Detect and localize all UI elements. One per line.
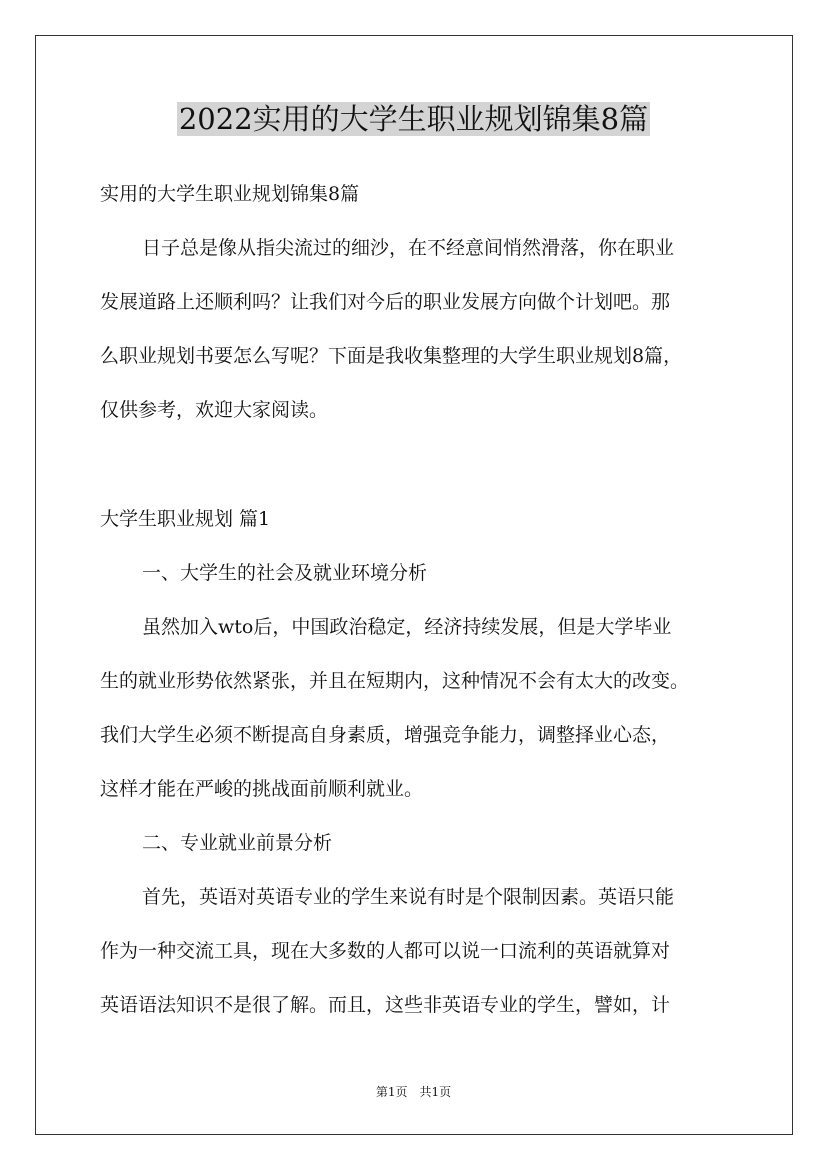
document-subtitle: 实用的大学生职业规划锦集8篇 [100, 183, 360, 205]
document-title [0, 99, 827, 139]
intro-line-2: 发展道路上还顺利吗？让我们对今后的职业发展方向做个计划吧。那 [100, 291, 671, 313]
para1-line-4: 这样才能在严峻的挑战面前顺利就业。 [100, 778, 424, 800]
intro-line-3: 么职业规划书要怎么写呢？下面是我收集整理的大学生职业规划8篇， [100, 345, 683, 367]
section-title: 大学生职业规划 篇1 [100, 508, 271, 530]
para1-line-3: 我们大学生必须不断提高自身素质，增强竞争能力，调整择业心态， [100, 724, 671, 746]
intro-line-4: 仅供参考，欢迎大家阅读。 [100, 399, 329, 421]
heading-social-environment: 一、大学生的社会及就业环境分析 [142, 562, 428, 584]
heading-major-prospects: 二、专业就业前景分析 [142, 832, 333, 854]
document-title-text: 2022实用的大学生职业规划锦集8篇 [178, 102, 649, 136]
para2-line-1: 首先，英语对英语专业的学生来说有时是个限制因素。英语只能 [142, 886, 675, 908]
page-footer: 第1页 共1页 [375, 1085, 452, 1099]
para2-line-3: 英语语法知识不是很了解。而且，这些非英语专业的学生，譬如，计 [100, 994, 671, 1016]
intro-line-1: 日子总是像从指尖流过的细沙，在不经意间悄然滑落，你在职业 [142, 237, 675, 259]
para1-line-2: 生的就业形势依然紧张，并且在短期内，这种情况不会有太大的改变。 [100, 670, 690, 692]
para2-line-2: 作为一种交流工具，现在大多数的人都可以说一口流利的英语就算对 [100, 940, 671, 962]
para1-line-1: 虽然加入wto后，中国政治稳定，经济持续发展，但是大学毕业 [142, 616, 672, 638]
